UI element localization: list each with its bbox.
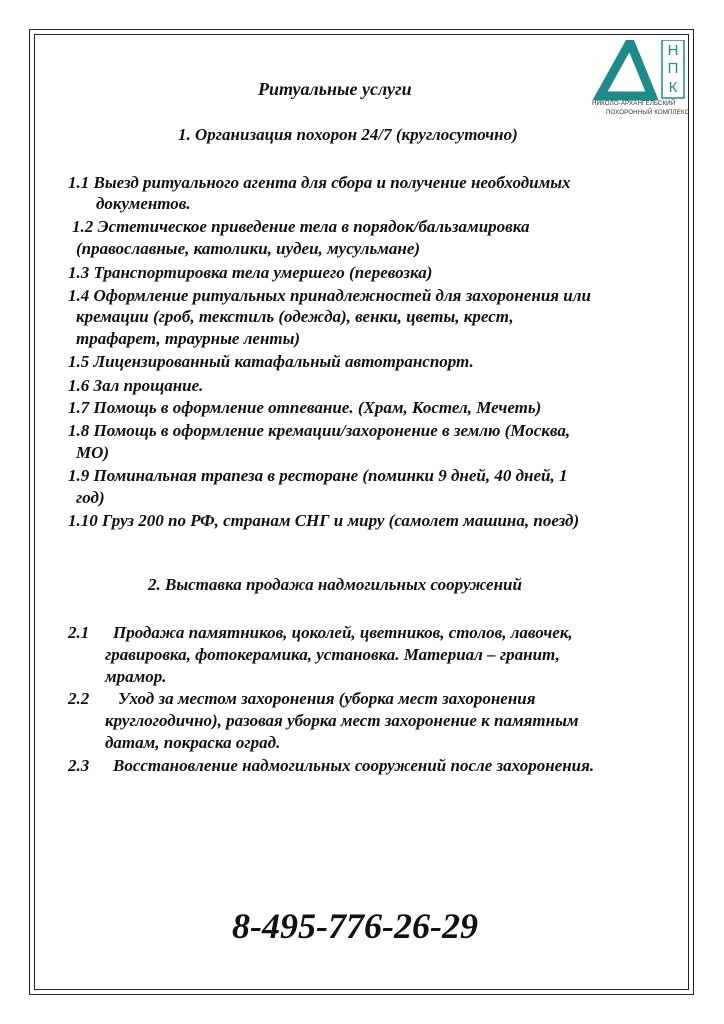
list-item: МО) — [76, 443, 110, 462]
list-item: гравировка, фотокерамика, установка. Материал – гранит, — [105, 645, 560, 664]
page-title: Ритуальные услуги — [258, 79, 412, 99]
list-item: документов. — [96, 194, 191, 213]
list-item: год) — [76, 488, 105, 507]
list-item: 1.2 Эстетическое приведение тела в порядок/бальзамировка — [72, 217, 530, 236]
section-1-heading: 1. Организация похорон 24/7 (круглосуточно) — [178, 125, 518, 144]
list-item: мрамор. — [105, 667, 167, 686]
list-item: Продажа памятников, цоколей, цветников, столов, лавочек, — [113, 623, 573, 642]
list-item: 1.4 Оформление ритуальных принадлежностей для захоронения или — [68, 286, 591, 305]
logo-letter: К — [668, 79, 678, 96]
list-item: 1.3 Транспортировка тела умершего (перевозка) — [68, 263, 433, 282]
logo-letter: Н — [667, 42, 679, 59]
list-item: кремации (гроб, текстиль (одежда), венки, цветы, крест, — [76, 307, 514, 326]
list-item: 1.8 Помощь в оформление кремации/захоронение в землю (Москва, — [68, 421, 571, 440]
list-item: 1.1 Выезд ритуального агента для сбора и получение необходимых — [68, 173, 571, 192]
logo-letter: П — [667, 60, 679, 77]
list-item: 1.9 Поминальная трапеза в ресторане (поминки 9 дней, 40 дней, 1 — [68, 466, 568, 485]
list-item-number: 2.1 — [68, 623, 90, 642]
list-item: 1.7 Помощь в оформление отпевание. (Храм, Костел, Мечеть) — [68, 398, 542, 417]
company-logo — [592, 40, 688, 120]
logo-mark-icon — [592, 40, 688, 120]
logo-line-2: ПОХОРОННЫЙ КОМПЛЕКС — [606, 109, 690, 116]
list-item: Уход за местом захоронения (уборка мест захоронения — [118, 689, 536, 708]
section-2-heading: 2. Выставка продажа надмогильных сооружений — [148, 575, 522, 594]
contact-phone: 8-495-776-26-29 — [232, 906, 478, 946]
list-item: 1.5 Лицензированный катафальный автотранспорт. — [68, 352, 474, 371]
list-item: (православные, католики, иудеи, мусульмане) — [76, 239, 421, 258]
list-item: 1.10 Груз 200 по РФ, странам СНГ и миру (самолет машина, поезд) — [68, 511, 580, 530]
list-item: датам, покраска оград. — [105, 733, 281, 752]
list-item: трафарет, траурные ленты) — [76, 329, 301, 348]
list-item-number: 2.3 — [68, 756, 90, 775]
logo-line-1: НИКОЛО-АРХАНГЕЛЬСКИЙ — [592, 100, 676, 107]
list-item: 1.6 Зал прощание. — [68, 376, 204, 395]
list-item: круглогодично), разовая уборка мест захоронение к памятным — [105, 711, 579, 730]
list-item-number: 2.2 — [68, 689, 90, 708]
list-item: Восстановление надмогильных сооружений после захоронения. — [113, 756, 595, 775]
